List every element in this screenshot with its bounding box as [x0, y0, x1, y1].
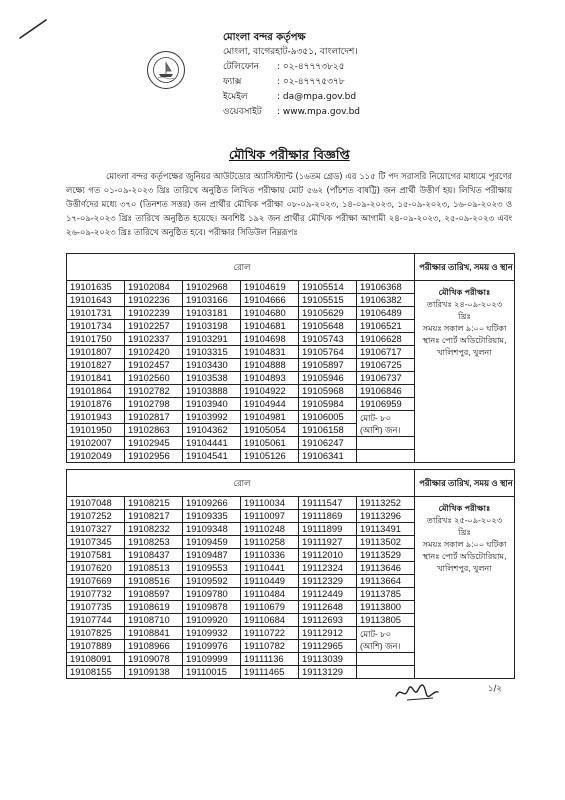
roll-number: 19102863: [125, 424, 183, 437]
roll-number: 19110684: [241, 614, 299, 627]
roll-number: 19104441: [183, 437, 241, 450]
page-number: ১/২: [488, 684, 502, 694]
roll-number: 19109348: [183, 523, 241, 536]
roll-number: 19109592: [183, 575, 241, 588]
schedule-cell: [415, 497, 515, 679]
roll-number: 19110679: [241, 601, 299, 614]
roll-number: 19113646: [357, 562, 415, 575]
roll-number: 19107669: [67, 575, 125, 588]
roll-number: 19106717: [357, 346, 415, 359]
roll-number: 19111136: [241, 653, 299, 666]
roll-number: 19107889: [67, 640, 125, 653]
roll-number: 19109780: [183, 588, 241, 601]
roll-number: 19111899: [299, 523, 357, 536]
roll-number: 19104362: [183, 424, 241, 437]
roll-number: 19107048: [67, 497, 125, 510]
roll-number: 19109459: [183, 536, 241, 549]
roll-number: 19110097: [241, 510, 299, 523]
roll-number: 19106959: [357, 398, 415, 411]
roll-number: 19112324: [299, 562, 357, 575]
roll-number: 19111869: [299, 510, 357, 523]
roll-number: 19112010: [299, 549, 357, 562]
schedule-header: পরীক্ষার তারিখ, সময় ও স্থান: [415, 470, 515, 497]
roll-number: 19107825: [67, 627, 125, 640]
roll-number: 19104922: [241, 385, 299, 398]
exam-type-label: মৌখিক পরীক্ষাঃ: [438, 288, 491, 297]
roll-number: 19107581: [67, 549, 125, 562]
roll-number: 19103198: [183, 320, 241, 333]
roll-number: 19113252: [357, 497, 415, 510]
roll-number: 19109999: [183, 653, 241, 666]
roll-number: 19109976: [183, 640, 241, 653]
roll-number: 19113805: [357, 614, 415, 627]
roll-number: 19109138: [125, 666, 183, 679]
roll-number: 19104680: [241, 307, 299, 320]
roll-number: 19101876: [67, 398, 125, 411]
roll-number: 19110015: [183, 666, 241, 679]
roll-number: 19106628: [357, 333, 415, 346]
roll-header: রোল: [67, 470, 415, 497]
roll-number: 19111465: [241, 666, 299, 679]
roll-number: 19104981: [241, 411, 299, 424]
roll-number: 19101635: [67, 281, 125, 294]
roll-number: 19104619: [241, 281, 299, 294]
roll-number: 19110449: [241, 575, 299, 588]
roll-number: 19110782: [241, 640, 299, 653]
roll-number: 19108513: [125, 562, 183, 575]
signature-mark: [393, 678, 441, 704]
roll-number: 19107345: [67, 536, 125, 549]
roll-number: 19102084: [125, 281, 183, 294]
roll-number: 19110722: [241, 627, 299, 640]
roll-number: 19110441: [241, 562, 299, 575]
roll-number: 19113129: [299, 666, 357, 679]
exam-time: সময়ঃ সকাল ৯:০০ ঘটিকা: [422, 324, 507, 333]
roll-number: 19111927: [299, 536, 357, 549]
roll-number: 19113529: [357, 549, 415, 562]
roll-number: 19101734: [67, 320, 125, 333]
roll-number: 19113296: [357, 510, 415, 523]
roll-number: 19110258: [241, 536, 299, 549]
roll-number: 19107732: [67, 588, 125, 601]
total-cell: [357, 411, 415, 437]
roll-number: 19108619: [125, 601, 183, 614]
roll-header: রোল: [67, 254, 415, 281]
roll-number: 19107620: [67, 562, 125, 575]
roll-number: 19110484: [241, 588, 299, 601]
telephone-label: টেলিফোন: [223, 62, 260, 72]
roll-number: 19102817: [125, 411, 183, 424]
empty-cell: [357, 437, 415, 450]
roll-number: 19104541: [183, 450, 241, 463]
roll-number: 19102945: [125, 437, 183, 450]
roll-number: 19106005: [299, 411, 357, 424]
roll-number: 19104698: [241, 333, 299, 346]
roll-number: 19101827: [67, 359, 125, 372]
roll-number: 19104944: [241, 398, 299, 411]
exam-venue: স্থানঃ পোর্ট অডিটোরিয়াম,: [422, 552, 507, 561]
telephone-value: : ০২-৪৭৭৭৩৮২৫: [277, 62, 345, 72]
roll-number: 19108091: [67, 653, 125, 666]
roll-number: 19108966: [125, 640, 183, 653]
roll-table-day-1: [66, 253, 515, 463]
port-authority-seal-icon: [146, 50, 186, 90]
fax-label: ফ্যাক্স: [223, 77, 242, 87]
roll-number: 19113785: [357, 588, 415, 601]
letterhead: [223, 30, 360, 120]
roll-number: 19109920: [183, 614, 241, 627]
roll-number: 19106368: [357, 281, 415, 294]
roll-number: 19112965: [299, 640, 357, 653]
schedule-header: পরীক্ষার তারিখ, সময় ও স্থান: [415, 254, 515, 281]
roll-number: 19101750: [67, 333, 125, 346]
roll-number: 19102257: [125, 320, 183, 333]
roll-number: 19108841: [125, 627, 183, 640]
roll-number: 19113491: [357, 523, 415, 536]
table-row: [67, 497, 515, 510]
empty-cell: [357, 450, 415, 463]
roll-number: 19103940: [183, 398, 241, 411]
roll-number: 19102968: [183, 281, 241, 294]
roll-number: 19106341: [299, 450, 357, 463]
roll-number: 19101643: [67, 294, 125, 307]
roll-number: 19107252: [67, 510, 125, 523]
roll-number: 19103538: [183, 372, 241, 385]
telephone-line: [223, 60, 360, 75]
exam-venue: স্থানঃ পোর্ট অডিটোরিয়াম,: [422, 336, 507, 345]
roll-number: 19103430: [183, 359, 241, 372]
roll-number: 19108516: [125, 575, 183, 588]
exam-date: তারিখঃ ২৫-০৯-২০২৩: [426, 516, 503, 525]
roll-number: 19106382: [357, 294, 415, 307]
roll-number: 19105126: [241, 450, 299, 463]
roll-number: 19105968: [299, 385, 357, 398]
roll-number: 19106489: [357, 307, 415, 320]
email-line: [223, 90, 360, 105]
roll-number: 19105984: [299, 398, 357, 411]
roll-number: 19110336: [241, 549, 299, 562]
roll-number: 19101841: [67, 372, 125, 385]
roll-number: 19112648: [299, 601, 357, 614]
roll-number: 19112693: [299, 614, 357, 627]
roll-number: 19112329: [299, 575, 357, 588]
total-count-words: (আশি) জন।: [360, 640, 401, 651]
roll-number: 19101943: [67, 411, 125, 424]
roll-number: 19107744: [67, 614, 125, 627]
roll-number: 19103166: [183, 294, 241, 307]
website-value: : www.mpa.gov.bd: [277, 107, 360, 117]
roll-number: 19110248: [241, 523, 299, 536]
pen-stroke-mark: [18, 18, 48, 40]
roll-number: 19113039: [299, 653, 357, 666]
roll-number: 19107735: [67, 601, 125, 614]
roll-table-day-2: [66, 469, 515, 679]
roll-number: 19109487: [183, 549, 241, 562]
roll-number: 19103992: [183, 411, 241, 424]
notice-title: মৌখিক পরীক্ষার বিজ্ঞপ্তি: [229, 147, 350, 162]
roll-number: 19108232: [125, 523, 183, 536]
empty-cell: [357, 666, 415, 679]
organization-address: মোংলা, বাগেরহাট-৯৩৫১, বাংলাদেশ।: [223, 47, 358, 57]
roll-number: 19112912: [299, 627, 357, 640]
roll-number: 19102007: [67, 437, 125, 450]
roll-number: 19104888: [241, 359, 299, 372]
website-label: ওয়েবসাইট: [223, 107, 262, 117]
exam-venue-city: খালিশপুর, খুলনা: [437, 564, 492, 573]
roll-number: 19102956: [125, 450, 183, 463]
exam-date-era: খ্রিঃ: [458, 312, 471, 321]
roll-number: 19105897: [299, 359, 357, 372]
exam-type-label: মৌখিক পরীক্ষাঃ: [438, 504, 491, 513]
exam-time: সময়ঃ সকাল ৯:০০ ঘটিকা: [422, 540, 507, 549]
table-row: [67, 281, 515, 294]
roll-number: 19103888: [183, 385, 241, 398]
email-value: : da@mpa.gov.bd: [277, 92, 357, 102]
roll-number: 19109932: [183, 627, 241, 640]
roll-number: 19108217: [125, 510, 183, 523]
roll-number: 19105743: [299, 333, 357, 346]
website-line: [223, 105, 360, 120]
roll-number: 19105514: [299, 281, 357, 294]
roll-number: 19106846: [357, 385, 415, 398]
roll-number: 19102457: [125, 359, 183, 372]
roll-number: 19106521: [357, 320, 415, 333]
roll-number: 19102420: [125, 346, 183, 359]
exam-date: তারিখঃ ২৪-০৯-২০২৩: [426, 300, 503, 309]
roll-number: 19108253: [125, 536, 183, 549]
empty-cell: [357, 653, 415, 666]
roll-number: 19101950: [67, 424, 125, 437]
roll-number: 19108215: [125, 497, 183, 510]
roll-number: 19105764: [299, 346, 357, 359]
roll-number: 19103291: [183, 333, 241, 346]
roll-number: 19105061: [241, 437, 299, 450]
roll-number: 19103315: [183, 346, 241, 359]
email-label: ইমেইল: [223, 92, 248, 102]
exam-date-era: খ্রিঃ: [458, 528, 471, 537]
roll-number: 19105946: [299, 372, 357, 385]
roll-number: 19112449: [299, 588, 357, 601]
roll-number: 19109335: [183, 510, 241, 523]
schedule-cell: [415, 281, 515, 463]
exam-venue-city: খালিশপুর, খুলনা: [437, 348, 492, 357]
roll-number: 19108597: [125, 588, 183, 601]
roll-number: 19106737: [357, 372, 415, 385]
roll-number: 19108437: [125, 549, 183, 562]
roll-number: 19104893: [241, 372, 299, 385]
roll-number: 19103181: [183, 307, 241, 320]
roll-number: 19109553: [183, 562, 241, 575]
roll-number: 19111547: [299, 497, 357, 510]
roll-number: 19113502: [357, 536, 415, 549]
roll-number: 19113800: [357, 601, 415, 614]
roll-number: 19105629: [299, 307, 357, 320]
notice-body: মোংলা বন্দর কর্তৃপক্ষের জুনিয়র আউটডোর অ্যাসিস্ট্যান্ট (১৬তম গ্রেড) এর ১১৫ টি পদ সরাসরি নিয়োগের মাধ্যমে পূরণের লক্ষ্যে গত ০১-০৯-২০২৩ খ্রিঃ তারিখে অনুষ্ঠিত লিখিত পরীক্ষায় মোট ৫৬২ (পাঁচশত বাষট্টি) জন প্রার্থী উত্তীর্ণ হয়। লিখিত পরীক্ষায় উত্তীর্ণদের মধ্যে ৩৭০ (তিনশত সত্তর) জন প্রার্থীর মৌখিক পরীক্ষা ০৮-০৯-২০২৩, ১৪-০৯-২০২৩, ১৫-০৯-২০২৩, ১৬-০৯-২০২৩ ও ১৭-০৯-২০২৩ খ্রিঃ তারিখে অনুষ্ঠিত হয়েছে। অবশিষ্ট ১৯২ জন প্রার্থীর মৌখিক পরীক্ষা আগামী ২৪-০৯-২০২৩, ২৫-০৯-২০২৩ এবং ২৬-০৯-২০২৩ খ্রিঃ তারিখে অনুষ্ঠিত হবে। পরীক্ষার সিডিউল নিম্নরূপঃ: [66, 171, 512, 237]
roll-number: 19108155: [67, 666, 125, 679]
roll-number: 19105648: [299, 320, 357, 333]
roll-number: 19101807: [67, 346, 125, 359]
roll-number: 19105054: [241, 424, 299, 437]
roll-number: 19106725: [357, 359, 415, 372]
roll-number: 19110034: [241, 497, 299, 510]
roll-number: 19109266: [183, 497, 241, 510]
total-count-words: (আশি) জন।: [360, 424, 401, 435]
roll-number: 19106158: [299, 424, 357, 437]
roll-number: 19109878: [183, 601, 241, 614]
fax-value: : ০২-৪৭৭৭৫৩৭৮: [277, 77, 345, 87]
roll-number: 19102049: [67, 450, 125, 463]
roll-number: 19102337: [125, 333, 183, 346]
roll-number: 19102560: [125, 372, 183, 385]
organization-name: মোংলা বন্দর কর্তৃপক্ষ: [223, 32, 306, 43]
total-count: মোট- ৮০: [360, 412, 392, 423]
roll-number: 19104666: [241, 294, 299, 307]
roll-number: 19102239: [125, 307, 183, 320]
roll-number: 19105515: [299, 294, 357, 307]
total-cell: [357, 627, 415, 653]
fax-line: [223, 75, 360, 90]
roll-number: 19109078: [125, 653, 183, 666]
roll-number: 19104681: [241, 320, 299, 333]
roll-number: 19107327: [67, 523, 125, 536]
roll-number: 19101731: [67, 307, 125, 320]
roll-number: 19106247: [299, 437, 357, 450]
roll-number: 19104831: [241, 346, 299, 359]
roll-number: 19102782: [125, 385, 183, 398]
roll-number: 19108710: [125, 614, 183, 627]
total-count: মোট- ৮০: [360, 628, 392, 639]
roll-number: 19102798: [125, 398, 183, 411]
roll-number: 19101864: [67, 385, 125, 398]
roll-number: 19113664: [357, 575, 415, 588]
roll-number: 19102236: [125, 294, 183, 307]
